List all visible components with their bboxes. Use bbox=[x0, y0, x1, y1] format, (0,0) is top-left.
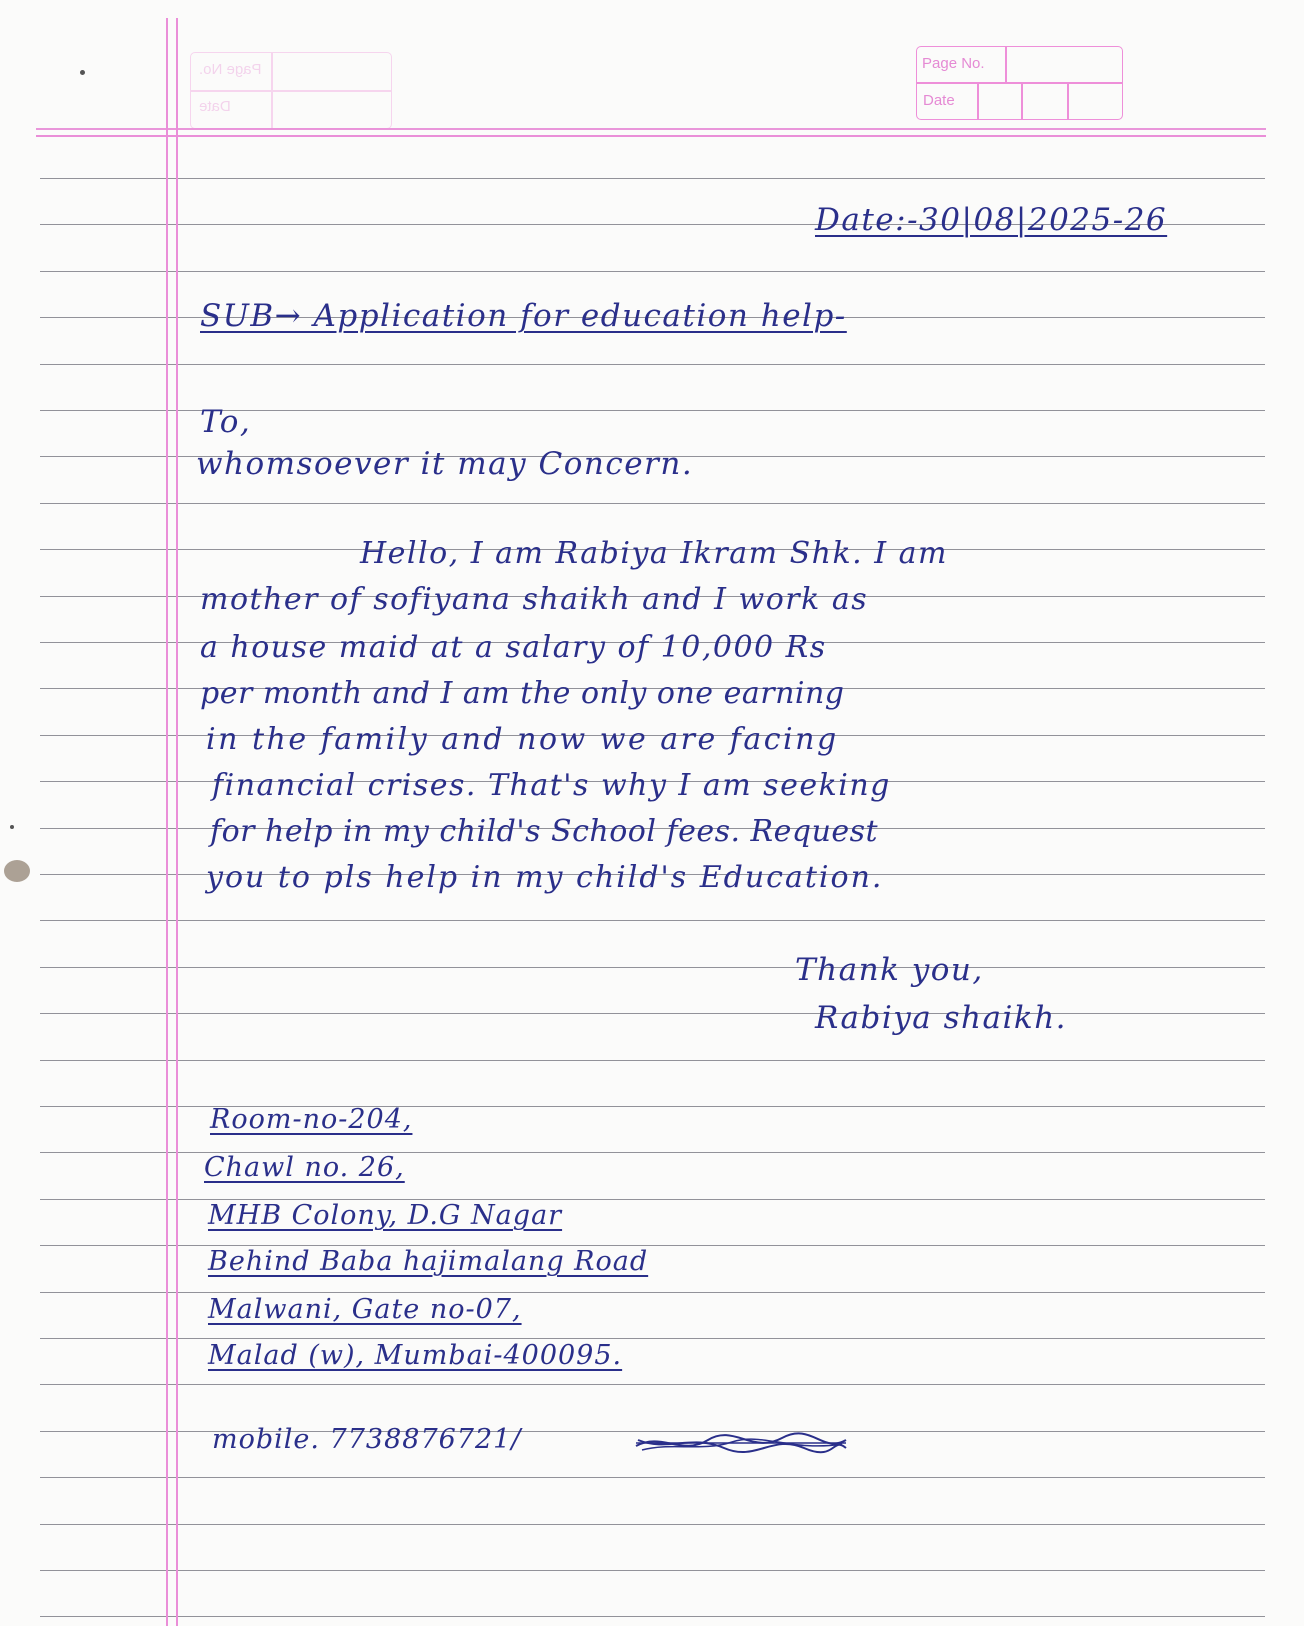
scribbled-out-number bbox=[632, 1428, 850, 1458]
left-margin-line bbox=[166, 18, 168, 1626]
body-line-1: Hello, I am Rabiya Ikram Shk. I am bbox=[360, 536, 948, 571]
bleed-date-label: Date bbox=[199, 98, 231, 115]
ruled-line bbox=[40, 1060, 1265, 1061]
date-label: Date bbox=[923, 92, 955, 109]
letter-date: Date:-30|08|2025-26 bbox=[815, 202, 1168, 238]
paper-speck bbox=[80, 70, 85, 75]
mobile-number: mobile. 7738876721/ bbox=[212, 1424, 522, 1455]
ruled-line bbox=[40, 1524, 1265, 1525]
signature: Rabiya shaikh. bbox=[815, 1000, 1068, 1036]
ruled-line bbox=[40, 178, 1265, 179]
closing: Thank you, bbox=[795, 952, 984, 988]
ruled-line bbox=[40, 503, 1265, 504]
paper-speck-2 bbox=[10, 825, 14, 829]
salutation-to: To, bbox=[200, 404, 252, 440]
top-margin-line bbox=[36, 135, 1266, 137]
ruled-line bbox=[40, 1616, 1265, 1617]
address-line-5: Malwani, Gate no-07, bbox=[208, 1294, 522, 1325]
left-margin-line-2 bbox=[176, 18, 178, 1626]
body-line-2: mother of sofiyana shaikh and I work as bbox=[200, 582, 869, 617]
bleed-through-page-box bbox=[190, 52, 392, 129]
page-no-label: Page No. bbox=[922, 55, 985, 72]
ruled-line bbox=[40, 1477, 1265, 1478]
ruled-line bbox=[40, 1384, 1265, 1385]
body-line-4: per month and I am the only one earning bbox=[200, 676, 845, 711]
address-line-3: MHB Colony, D.G Nagar bbox=[208, 1200, 563, 1231]
page-no-date-box bbox=[916, 46, 1123, 120]
body-line-7: for help in my child's School fees. Request bbox=[210, 814, 879, 849]
salutation-whom: whomsoever it may Concern. bbox=[196, 446, 694, 482]
paper-stain bbox=[4, 860, 30, 882]
body-line-6: financial crises. That's why I am seeking bbox=[212, 768, 891, 803]
ruled-line bbox=[40, 920, 1265, 921]
body-line-5: in the family and now we are facing bbox=[206, 722, 839, 757]
ruled-line bbox=[40, 271, 1265, 272]
address-line-6: Malad (w), Mumbai-400095. bbox=[208, 1340, 623, 1371]
body-line-3: a house maid at a salary of 10,000 Rs bbox=[200, 630, 827, 665]
address-line-1: Room-no-204, bbox=[210, 1104, 413, 1135]
body-line-8: you to pls help in my child's Education. bbox=[206, 860, 884, 895]
bleed-page-no-label: Page No. bbox=[199, 61, 262, 78]
ruled-line bbox=[40, 1292, 1265, 1293]
ruled-line bbox=[40, 1338, 1265, 1339]
ruled-line bbox=[40, 364, 1265, 365]
address-line-4: Behind Baba hajimalang Road bbox=[208, 1246, 649, 1277]
letter-subject: SUB→ Application for education help- bbox=[200, 298, 847, 334]
ruled-line bbox=[40, 1570, 1265, 1571]
address-line-2: Chawl no. 26, bbox=[204, 1152, 405, 1183]
ruled-line bbox=[40, 967, 1265, 968]
ruled-line bbox=[40, 1013, 1265, 1014]
